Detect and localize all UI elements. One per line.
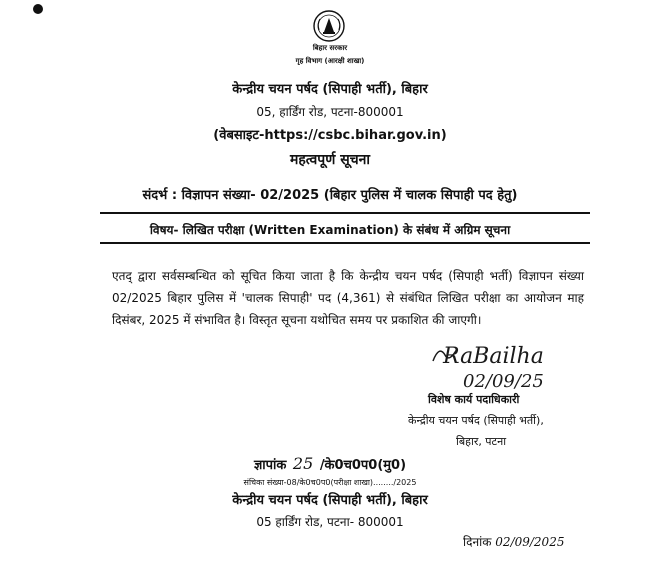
memo-prefix: ज्ञापांक [253, 458, 287, 473]
memo-number: 25 [292, 454, 314, 473]
signatory-city: बिहार, पटना [456, 435, 507, 448]
reference-line: संदर्भ : विज्ञापन संख्या- 02/2025 (बिहार पुलिस में चालक सिपाही पद हेतु) [142, 188, 518, 203]
page-bullet-mark [33, 4, 43, 14]
notice-title: महत्वपूर्ण सूचना [290, 152, 370, 168]
notice-body: एतद् द्वारा सर्वसम्बन्धित को सूचित किया जाता है कि केन्द्रीय चयन पर्षद (सिपाही भर्ती) विज्ञापन संख्या 02/2025 बिहार पुलिस में 'चालक सिपाही' पद (4,361) से संबंधित लिखित परीक्षा का आयोजन माह दिसंबर, 2025 में संभावित है। विस्तृत सूचना यथोचित समय पर प्रकाशित की जाएगी। [112, 269, 584, 327]
footer-org-name: केन्द्रीय चयन पर्षद (सिपाही भर्ती), बिहार [232, 493, 428, 508]
handwritten-signature [425, 335, 585, 395]
subject-bottom-rule [100, 242, 590, 244]
date-value: 02/09/2025 [495, 535, 565, 549]
subject-line: विषय- लिखित परीक्षा (Written Examination) के संबंध में अग्रिम सूचना [149, 223, 511, 237]
signatory-designation: विशेष कार्य पदाधिकारी [428, 393, 520, 406]
memo-suffix: /के0च0प0(मु0) [319, 458, 407, 473]
memo-number-line [0, 454, 660, 473]
website-link[interactable]: (वेबसाइट-https://csbc.bihar.gov.in) [213, 128, 447, 143]
org-address-header: 05, हार्डिंग रोड, पटना-800001 [256, 105, 404, 119]
bihar-emblem-icon [313, 10, 345, 42]
signature-date: 02/09/25 [463, 371, 544, 392]
govt-label: बिहार सरकार [312, 44, 348, 52]
date-label: दिनांक [463, 535, 492, 549]
footer-date [463, 533, 564, 550]
signature-name: RaBailha [443, 344, 544, 369]
signatory-org: केन्द्रीय चयन पर्षद (सिपाही भर्ती), [408, 414, 544, 427]
org-name-header: केन्द्रीय चयन पर्षद (सिपाही भर्ती), बिहार [232, 82, 428, 97]
file-reference: संचिका संख्या-08/के0च0प0(परीक्षा शाखा)......../2025 [243, 478, 417, 487]
subject-top-rule [100, 212, 590, 214]
footer-address: 05 हार्डिंग रोड, पटना- 800001 [256, 515, 404, 529]
department-label: गृह विभाग (आरक्षी शाखा) [295, 57, 365, 65]
